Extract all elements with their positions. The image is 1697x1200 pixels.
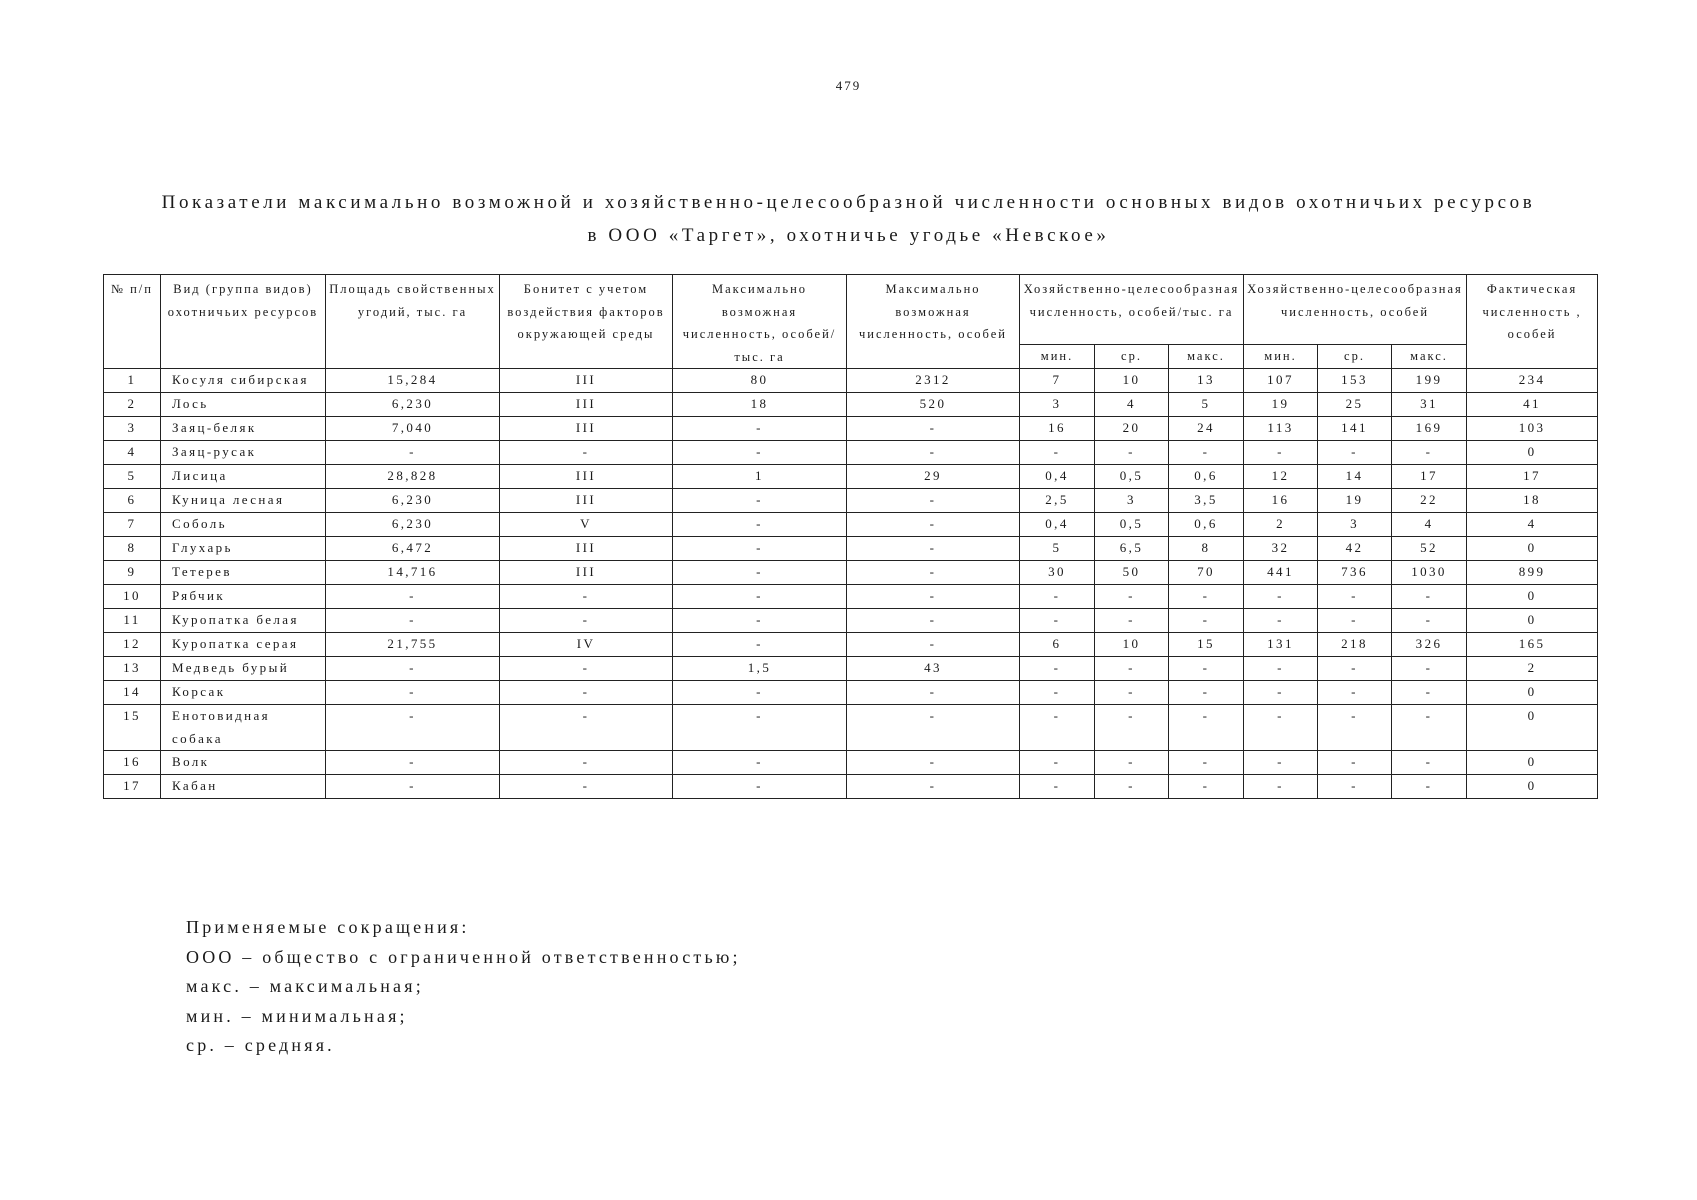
- cell-num: 8: [104, 537, 161, 561]
- cell-econ-density-min: 0,4: [1020, 513, 1095, 537]
- cell-econ-count-min: -: [1244, 441, 1318, 465]
- cell-species: Куропатка белая: [161, 609, 326, 633]
- cell-area: 21,755: [326, 633, 500, 657]
- note-item: ООО – общество с ограниченной ответственностью;: [186, 946, 741, 967]
- cell-species: Куница лесная: [161, 489, 326, 513]
- cell-econ-count-min: -: [1244, 585, 1318, 609]
- cell-econ-density-max: 24: [1169, 417, 1244, 441]
- cell-max-density: -: [673, 441, 847, 465]
- cell-num: 7: [104, 513, 161, 537]
- cell-econ-count-avg: 25: [1318, 393, 1392, 417]
- cell-max-count: 29: [847, 465, 1020, 489]
- cell-econ-count-max: 326: [1392, 633, 1467, 657]
- cell-econ-density-min: 30: [1020, 561, 1095, 585]
- cell-econ-density-max: -: [1169, 705, 1244, 751]
- notes-heading: Применяемые сокращения:: [186, 917, 470, 937]
- cell-econ-density-max: 8: [1169, 537, 1244, 561]
- cell-econ-count-max: -: [1392, 775, 1467, 799]
- table-row: [104, 441, 1598, 465]
- cell-num: 9: [104, 561, 161, 585]
- cell-num: 11: [104, 609, 161, 633]
- cell-max-density: -: [673, 537, 847, 561]
- cell-econ-density-min: 3: [1020, 393, 1095, 417]
- cell-bonitet: III: [500, 393, 673, 417]
- cell-econ-density-max: 0,6: [1169, 465, 1244, 489]
- cell-area: -: [326, 681, 500, 705]
- note-item: мин. – минимальная;: [186, 1005, 408, 1026]
- cell-econ-count-max: 52: [1392, 537, 1467, 561]
- cell-max-density: 80: [673, 369, 847, 393]
- header-actual: Фактическая численность , особей: [1467, 275, 1598, 369]
- cell-econ-count-min: 113: [1244, 417, 1318, 441]
- note-item: макс. – максимальная;: [186, 976, 424, 996]
- cell-econ-count-avg: 42: [1318, 537, 1392, 561]
- cell-bonitet: -: [500, 657, 673, 681]
- cell-econ-density-min: 7: [1020, 369, 1095, 393]
- cell-species: Заяц-беляк: [161, 417, 326, 441]
- cell-species: Енотовидная собака: [161, 705, 326, 751]
- cell-actual: 0: [1467, 537, 1598, 561]
- cell-num: 4: [104, 441, 161, 465]
- cell-econ-count-max: -: [1392, 609, 1467, 633]
- cell-actual: 0: [1467, 775, 1598, 799]
- cell-econ-count-min: -: [1244, 775, 1318, 799]
- cell-econ-count-min: 131: [1244, 633, 1318, 657]
- cell-max-count: -: [847, 681, 1020, 705]
- cell-econ-density-min: -: [1020, 585, 1095, 609]
- cell-max-density: -: [673, 513, 847, 537]
- cell-num: 6: [104, 489, 161, 513]
- cell-econ-count-min: -: [1244, 609, 1318, 633]
- cell-econ-density-avg: -: [1095, 681, 1169, 705]
- table-body: [104, 369, 1598, 799]
- header-area: Площадь свойственных угодий, тыс. га: [326, 275, 500, 369]
- cell-econ-density-avg: 0,5: [1095, 513, 1169, 537]
- header-econ-density: Хозяйственно-целесообразная численность, особей/тыс. га: [1020, 275, 1244, 345]
- table-row: [104, 751, 1598, 775]
- cell-econ-density-min: -: [1020, 681, 1095, 705]
- cell-econ-density-min: 16: [1020, 417, 1095, 441]
- cell-area: 14,716: [326, 561, 500, 585]
- cell-econ-count-avg: 218: [1318, 633, 1392, 657]
- cell-max-count: -: [847, 441, 1020, 465]
- cell-num: 2: [104, 393, 161, 417]
- cell-econ-count-max: -: [1392, 441, 1467, 465]
- cell-econ-count-max: 31: [1392, 393, 1467, 417]
- cell-econ-density-min: -: [1020, 751, 1095, 775]
- cell-econ-count-min: 2: [1244, 513, 1318, 537]
- table-row: [104, 489, 1598, 513]
- cell-econ-density-avg: 0,5: [1095, 465, 1169, 489]
- cell-econ-count-avg: -: [1318, 657, 1392, 681]
- cell-species: Заяц-русак: [161, 441, 326, 465]
- cell-area: -: [326, 585, 500, 609]
- cell-econ-count-avg: -: [1318, 585, 1392, 609]
- cell-econ-density-avg: 10: [1095, 633, 1169, 657]
- cell-econ-count-min: 12: [1244, 465, 1318, 489]
- cell-econ-count-max: 17: [1392, 465, 1467, 489]
- cell-econ-count-avg: -: [1318, 775, 1392, 799]
- cell-econ-density-min: 5: [1020, 537, 1095, 561]
- cell-econ-density-avg: -: [1095, 705, 1169, 751]
- cell-econ-density-max: 13: [1169, 369, 1244, 393]
- cell-area: 7,040: [326, 417, 500, 441]
- cell-econ-density-min: -: [1020, 657, 1095, 681]
- cell-bonitet: -: [500, 609, 673, 633]
- cell-econ-count-max: -: [1392, 585, 1467, 609]
- cell-econ-count-avg: -: [1318, 705, 1392, 751]
- cell-econ-density-max: -: [1169, 751, 1244, 775]
- cell-econ-count-min: 32: [1244, 537, 1318, 561]
- cell-econ-count-avg: -: [1318, 609, 1392, 633]
- cell-econ-count-avg: 153: [1318, 369, 1392, 393]
- cell-species: Рябчик: [161, 585, 326, 609]
- cell-econ-density-min: 6: [1020, 633, 1095, 657]
- cell-num: 14: [104, 681, 161, 705]
- cell-econ-count-min: -: [1244, 705, 1318, 751]
- cell-max-density: -: [673, 681, 847, 705]
- title-line-2: в ООО «Таргет», охотничье угодье «Невское»: [587, 225, 1110, 246]
- table-row: [104, 585, 1598, 609]
- table-row: [104, 633, 1598, 657]
- cell-max-count: -: [847, 417, 1020, 441]
- cell-econ-density-min: 2,5: [1020, 489, 1095, 513]
- cell-econ-density-avg: -: [1095, 609, 1169, 633]
- cell-econ-count-max: -: [1392, 657, 1467, 681]
- cell-bonitet: -: [500, 705, 673, 751]
- cell-econ-count-avg: -: [1318, 751, 1392, 775]
- cell-econ-density-avg: -: [1095, 775, 1169, 799]
- cell-econ-density-avg: 6,5: [1095, 537, 1169, 561]
- cell-max-density: -: [673, 751, 847, 775]
- cell-actual: 234: [1467, 369, 1598, 393]
- cell-econ-density-avg: 3: [1095, 489, 1169, 513]
- cell-species: Глухарь: [161, 537, 326, 561]
- cell-econ-density-min: -: [1020, 705, 1095, 751]
- table-row: [104, 561, 1598, 585]
- header-bonitet: Бонитет с учетом воздействия факторов окружающей среды: [500, 275, 673, 369]
- cell-bonitet: V: [500, 513, 673, 537]
- cell-econ-density-avg: 4: [1095, 393, 1169, 417]
- subheader-avg: ср.: [1095, 345, 1169, 369]
- cell-bonitet: III: [500, 417, 673, 441]
- cell-num: 13: [104, 657, 161, 681]
- cell-econ-density-avg: -: [1095, 751, 1169, 775]
- cell-area: -: [326, 751, 500, 775]
- cell-actual: 103: [1467, 417, 1598, 441]
- cell-econ-count-min: -: [1244, 751, 1318, 775]
- cell-max-count: -: [847, 561, 1020, 585]
- cell-econ-count-max: 199: [1392, 369, 1467, 393]
- cell-area: 6,230: [326, 393, 500, 417]
- cell-num: 3: [104, 417, 161, 441]
- cell-econ-count-avg: -: [1318, 681, 1392, 705]
- header-max-density: Максимально возможная численность, особей/тыс. га: [673, 275, 847, 369]
- cell-num: 15: [104, 705, 161, 751]
- subheader-avg: ср.: [1318, 345, 1392, 369]
- cell-species: Корсак: [161, 681, 326, 705]
- cell-econ-density-max: -: [1169, 441, 1244, 465]
- cell-actual: 899: [1467, 561, 1598, 585]
- cell-econ-count-min: 16: [1244, 489, 1318, 513]
- cell-bonitet: -: [500, 751, 673, 775]
- cell-econ-count-avg: 14: [1318, 465, 1392, 489]
- cell-num: 1: [104, 369, 161, 393]
- cell-max-count: -: [847, 537, 1020, 561]
- cell-econ-density-max: 3,5: [1169, 489, 1244, 513]
- title-line-1: Показатели максимально возможной и хозяйственно-целесообразной численности основных видов охотничьих ресурсов: [161, 192, 1536, 213]
- cell-econ-density-max: 5: [1169, 393, 1244, 417]
- cell-species: Волк: [161, 751, 326, 775]
- cell-bonitet: III: [500, 369, 673, 393]
- cell-bonitet: -: [500, 441, 673, 465]
- cell-species: Медведь бурый: [161, 657, 326, 681]
- page-number: 479: [835, 78, 862, 93]
- cell-econ-density-max: 0,6: [1169, 513, 1244, 537]
- header-econ-count: Хозяйственно-целесообразная численность, особей: [1244, 275, 1467, 345]
- cell-econ-count-min: -: [1244, 681, 1318, 705]
- table-row: [104, 537, 1598, 561]
- header-species: Вид (группа видов) охотничьих ресурсов: [161, 275, 326, 369]
- cell-econ-count-avg: 3: [1318, 513, 1392, 537]
- cell-econ-density-max: -: [1169, 585, 1244, 609]
- cell-econ-density-avg: -: [1095, 657, 1169, 681]
- cell-actual: 165: [1467, 633, 1598, 657]
- table-row: [104, 657, 1598, 681]
- cell-actual: 0: [1467, 681, 1598, 705]
- cell-econ-count-max: -: [1392, 681, 1467, 705]
- cell-econ-density-avg: 50: [1095, 561, 1169, 585]
- cell-max-count: -: [847, 775, 1020, 799]
- cell-econ-count-max: 1030: [1392, 561, 1467, 585]
- cell-max-density: -: [673, 489, 847, 513]
- cell-num: 5: [104, 465, 161, 489]
- cell-bonitet: -: [500, 681, 673, 705]
- cell-species: Кабан: [161, 775, 326, 799]
- cell-species: Куропатка серая: [161, 633, 326, 657]
- cell-max-count: -: [847, 609, 1020, 633]
- table-row: [104, 775, 1598, 799]
- subheader-min: мин.: [1244, 345, 1318, 369]
- cell-area: 28,828: [326, 465, 500, 489]
- cell-area: 6,472: [326, 537, 500, 561]
- cell-econ-density-avg: -: [1095, 585, 1169, 609]
- cell-econ-count-avg: 141: [1318, 417, 1392, 441]
- cell-area: 15,284: [326, 369, 500, 393]
- cell-bonitet: III: [500, 489, 673, 513]
- cell-area: 6,230: [326, 513, 500, 537]
- table-row: [104, 417, 1598, 441]
- cell-actual: 17: [1467, 465, 1598, 489]
- cell-max-count: 2312: [847, 369, 1020, 393]
- cell-actual: 4: [1467, 513, 1598, 537]
- table-row: [104, 465, 1598, 489]
- cell-econ-density-max: -: [1169, 657, 1244, 681]
- cell-actual: 0: [1467, 609, 1598, 633]
- cell-econ-density-min: -: [1020, 441, 1095, 465]
- cell-bonitet: IV: [500, 633, 673, 657]
- cell-econ-count-min: 19: [1244, 393, 1318, 417]
- cell-bonitet: III: [500, 465, 673, 489]
- cell-bonitet: III: [500, 561, 673, 585]
- cell-num: 17: [104, 775, 161, 799]
- cell-bonitet: -: [500, 585, 673, 609]
- cell-actual: 0: [1467, 585, 1598, 609]
- cell-num: 12: [104, 633, 161, 657]
- cell-max-density: -: [673, 775, 847, 799]
- cell-species: Лось: [161, 393, 326, 417]
- table-row: [104, 369, 1598, 393]
- cell-econ-density-avg: 20: [1095, 417, 1169, 441]
- cell-actual: 0: [1467, 705, 1598, 751]
- cell-econ-count-avg: 736: [1318, 561, 1392, 585]
- document-title: [60, 186, 1637, 252]
- note-item: ср. – средняя.: [186, 1035, 335, 1055]
- cell-econ-count-max: -: [1392, 705, 1467, 751]
- cell-actual: 2: [1467, 657, 1598, 681]
- cell-econ-density-max: -: [1169, 681, 1244, 705]
- cell-area: -: [326, 609, 500, 633]
- table-row: [104, 705, 1598, 751]
- cell-bonitet: III: [500, 537, 673, 561]
- cell-econ-count-min: -: [1244, 657, 1318, 681]
- cell-max-density: -: [673, 633, 847, 657]
- cell-max-count: -: [847, 513, 1020, 537]
- cell-max-density: -: [673, 561, 847, 585]
- cell-actual: 41: [1467, 393, 1598, 417]
- cell-max-count: 520: [847, 393, 1020, 417]
- cell-actual: 0: [1467, 751, 1598, 775]
- cell-econ-density-min: -: [1020, 609, 1095, 633]
- cell-econ-density-max: 70: [1169, 561, 1244, 585]
- table-row: [104, 609, 1598, 633]
- header-max-count: Максимально возможная численность, особей: [847, 275, 1020, 369]
- cell-econ-count-min: 441: [1244, 561, 1318, 585]
- cell-econ-density-max: -: [1169, 609, 1244, 633]
- cell-max-density: -: [673, 585, 847, 609]
- cell-area: -: [326, 705, 500, 751]
- cell-max-count: -: [847, 633, 1020, 657]
- cell-actual: 0: [1467, 441, 1598, 465]
- cell-num: 16: [104, 751, 161, 775]
- cell-area: -: [326, 775, 500, 799]
- subheader-max: макс.: [1169, 345, 1244, 369]
- cell-econ-count-avg: 19: [1318, 489, 1392, 513]
- table-row: [104, 681, 1598, 705]
- cell-max-count: -: [847, 585, 1020, 609]
- cell-area: -: [326, 441, 500, 465]
- cell-max-density: -: [673, 417, 847, 441]
- cell-area: -: [326, 657, 500, 681]
- cell-econ-count-avg: -: [1318, 441, 1392, 465]
- cell-species: Соболь: [161, 513, 326, 537]
- header-num: № п/п: [104, 275, 161, 369]
- cell-econ-count-max: 4: [1392, 513, 1467, 537]
- cell-econ-density-max: -: [1169, 775, 1244, 799]
- cell-species: Косуля сибирская: [161, 369, 326, 393]
- cell-econ-density-max: 15: [1169, 633, 1244, 657]
- resources-table: [103, 274, 1598, 799]
- cell-econ-count-min: 107: [1244, 369, 1318, 393]
- subheader-max: макс.: [1392, 345, 1467, 369]
- abbreviations-notes: [186, 913, 741, 1061]
- table-header-row: [104, 275, 1598, 345]
- cell-species: Лисица: [161, 465, 326, 489]
- cell-area: 6,230: [326, 489, 500, 513]
- cell-max-density: 18: [673, 393, 847, 417]
- cell-max-count: -: [847, 489, 1020, 513]
- cell-econ-count-max: 22: [1392, 489, 1467, 513]
- cell-econ-density-avg: -: [1095, 441, 1169, 465]
- cell-max-count: -: [847, 751, 1020, 775]
- cell-max-density: -: [673, 609, 847, 633]
- cell-econ-density-min: -: [1020, 775, 1095, 799]
- cell-max-count: 43: [847, 657, 1020, 681]
- cell-max-density: -: [673, 705, 847, 751]
- cell-econ-count-max: -: [1392, 751, 1467, 775]
- table-row: [104, 393, 1598, 417]
- cell-max-density: 1: [673, 465, 847, 489]
- cell-econ-density-min: 0,4: [1020, 465, 1095, 489]
- cell-econ-density-avg: 10: [1095, 369, 1169, 393]
- cell-bonitet: -: [500, 775, 673, 799]
- cell-species: Тетерев: [161, 561, 326, 585]
- cell-econ-count-max: 169: [1392, 417, 1467, 441]
- cell-actual: 18: [1467, 489, 1598, 513]
- cell-max-count: -: [847, 705, 1020, 751]
- cell-num: 10: [104, 585, 161, 609]
- subheader-min: мин.: [1020, 345, 1095, 369]
- cell-max-density: 1,5: [673, 657, 847, 681]
- table-row: [104, 513, 1598, 537]
